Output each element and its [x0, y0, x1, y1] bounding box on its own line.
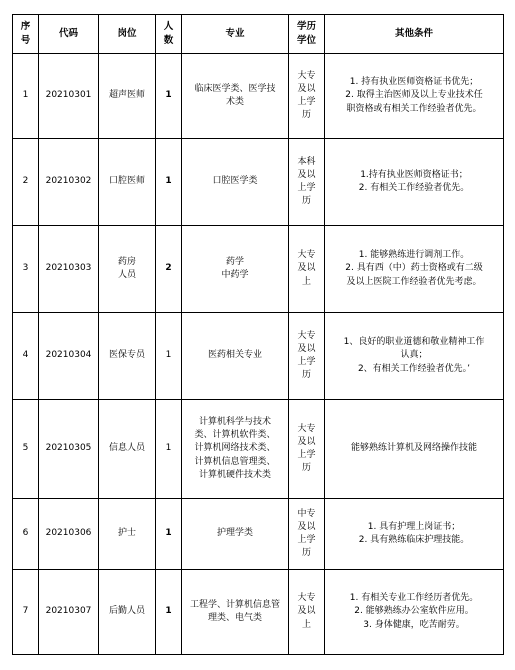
cell-major: 计算机科学与技术 类、计算机软件类、 计算机网络技术类、 计算机信息管理类、 计算机硬件技术类	[182, 400, 289, 499]
cell-count: 1	[156, 400, 182, 499]
table-row	[13, 570, 504, 655]
cell-education: 中专 及以 上学 历	[289, 499, 325, 570]
cell-position: 信息人员	[99, 400, 156, 499]
cell-other-conditions: 1. 具有护理上岗证书； 2. 具有熟练临床护理技能。	[325, 499, 504, 570]
cell-serial: 6	[13, 499, 39, 570]
header-other-conditions: 其他条件	[325, 15, 504, 54]
cell-count: 1	[156, 313, 182, 400]
table-row	[13, 400, 504, 499]
header-count: 人 数	[156, 15, 182, 54]
table-row	[13, 313, 504, 400]
cell-serial: 4	[13, 313, 39, 400]
cell-position: 口腔医师	[99, 139, 156, 226]
table-row	[13, 54, 504, 139]
cell-count: 1	[156, 54, 182, 139]
table-header-row	[13, 15, 504, 54]
cell-major: 口腔医学类	[182, 139, 289, 226]
cell-code: 20210307	[39, 570, 99, 655]
cell-other-conditions: 1.持有执业医师资格证书； 2. 有相关工作经验者优先。	[325, 139, 504, 226]
cell-other-conditions: 1. 能够熟练进行调剂工作。 2. 具有西（中）药士资格或有二级 及以上医院工作经验者优先考虑。	[325, 226, 504, 313]
header-code: 代码	[39, 15, 99, 54]
cell-code: 20210302	[39, 139, 99, 226]
cell-position: 药房 人员	[99, 226, 156, 313]
table-row	[13, 226, 504, 313]
header-major: 专业	[182, 15, 289, 54]
cell-education: 大专 及以 上	[289, 570, 325, 655]
cell-serial: 2	[13, 139, 39, 226]
cell-code: 20210303	[39, 226, 99, 313]
cell-serial: 5	[13, 400, 39, 499]
cell-education: 大专 及以 上学 历	[289, 313, 325, 400]
header-education: 学历 学位	[289, 15, 325, 54]
cell-position: 超声医师	[99, 54, 156, 139]
table-row	[13, 499, 504, 570]
cell-education: 本科 及以 上学 历	[289, 139, 325, 226]
header-serial-number: 序 号	[13, 15, 39, 54]
cell-other-conditions: 1. 有相关专业工作经历者优先。 2. 能够熟练办公室软件应用。 3. 身体健康，吃苦耐劳。	[325, 570, 504, 655]
cell-other-conditions: 1. 持有执业医师资格证书优先； 2. 取得主治医师及以上专业技术任 职资格或有相关工作经验者优先。	[325, 54, 504, 139]
cell-serial: 3	[13, 226, 39, 313]
header-position: 岗位	[99, 15, 156, 54]
cell-major: 药学 中药学	[182, 226, 289, 313]
table-row	[13, 139, 504, 226]
cell-other-conditions: 能够熟练计算机及网络操作技能	[325, 400, 504, 499]
cell-major: 工程学、计算机信息管 理类、电气类	[182, 570, 289, 655]
cell-count: 1	[156, 499, 182, 570]
recruitment-table	[12, 14, 504, 655]
cell-serial: 7	[13, 570, 39, 655]
cell-major: 护理学类	[182, 499, 289, 570]
cell-education: 大专 及以 上	[289, 226, 325, 313]
cell-position: 医保专员	[99, 313, 156, 400]
cell-position: 后勤人员	[99, 570, 156, 655]
cell-count: 1	[156, 139, 182, 226]
cell-position: 护士	[99, 499, 156, 570]
cell-count: 2	[156, 226, 182, 313]
cell-count: 1	[156, 570, 182, 655]
cell-education: 大专 及以 上学 历	[289, 400, 325, 499]
cell-major: 临床医学类、医学技 术类	[182, 54, 289, 139]
cell-major: 医药相关专业	[182, 313, 289, 400]
cell-serial: 1	[13, 54, 39, 139]
cell-code: 20210304	[39, 313, 99, 400]
cell-code: 20210306	[39, 499, 99, 570]
cell-code: 20210305	[39, 400, 99, 499]
cell-code: 20210301	[39, 54, 99, 139]
cell-other-conditions: 1、良好的职业道德和敬业精神工作 认真； 2、有相关工作经验者优先。’	[325, 313, 504, 400]
cell-education: 大专 及以 上学 历	[289, 54, 325, 139]
